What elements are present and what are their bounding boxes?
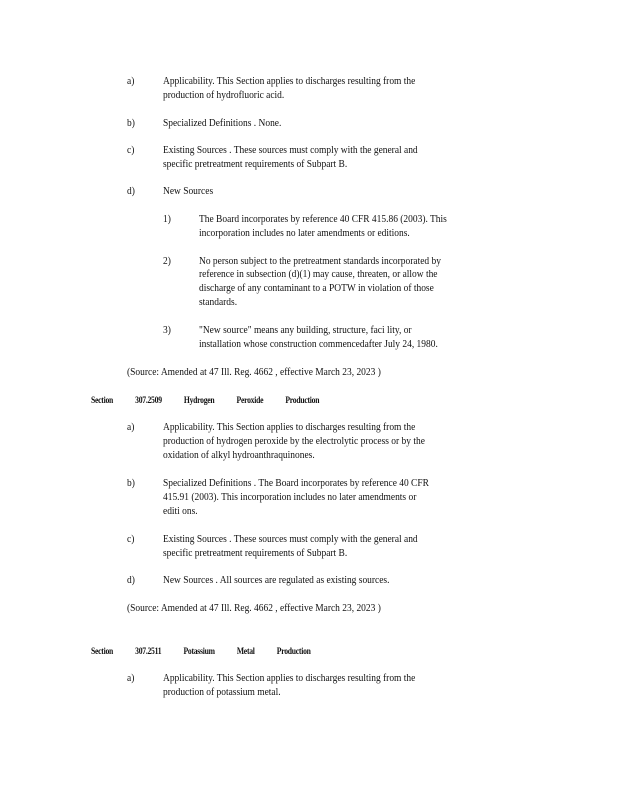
paragraph-line: Specialized Definitions . None. [163, 118, 282, 129]
paragraph-line: Applicability. This Section applies to discharges resulting from the [163, 76, 416, 87]
paragraph-line: Specialized Definitions . The Board incorporates by reference 40 CFR [163, 478, 429, 489]
subitem-marker-2: 2) [163, 256, 171, 267]
paragraph-line: editi ons. [163, 506, 198, 517]
item-marker-d: d) [127, 575, 135, 586]
section-title-word: Metal [236, 646, 255, 656]
paragraph-line: production of potassium metal. [163, 687, 281, 698]
paragraph-line: No person subject to the pretreatment standards incorporated by [199, 256, 441, 267]
paragraph-line: Applicability. This Section applies to discharges resulting from the [163, 673, 416, 684]
section-heading [91, 646, 333, 656]
section-number: 307.2509 [135, 395, 162, 405]
item-marker-a: a) [127, 76, 135, 87]
paragraph-line: 415.91 (2003). This incorporation includes no later amendments or [163, 492, 417, 503]
subitem-marker-1: 1) [163, 214, 171, 225]
paragraph-line: "New source" means any building, structure, faci lity, or [199, 325, 412, 336]
paragraph-line: Existing Sources . These sources must comply with the general and [163, 534, 418, 545]
paragraph-line: New Sources . All sources are regulated as existing sources. [163, 575, 390, 586]
paragraph-line: reference in subsection (d)(1) may cause, threaten, or allow the [199, 269, 438, 280]
subitem-marker-3: 3) [163, 325, 171, 336]
source-note: (Source: Amended at 47 Ill. Reg. 4662 , effective March 23, 2023 ) [127, 367, 381, 378]
section-title-word: Peroxide [236, 395, 264, 405]
source-note: (Source: Amended at 47 Ill. Reg. 4662 , effective March 23, 2023 ) [127, 603, 381, 614]
paragraph-line: installation whose construction commencedafter July 24, 1980. [199, 339, 438, 350]
paragraph-line: Existing Sources . These sources must comply with the general and [163, 145, 418, 156]
section-number: 307.2511 [135, 646, 162, 656]
item-marker-b: b) [127, 478, 135, 489]
paragraph-line: specific pretreatment requirements of Subpart B. [163, 548, 348, 559]
item-marker-c: c) [127, 534, 135, 545]
item-marker-a: a) [127, 422, 135, 433]
paragraph-line: oxidation of alkyl hydroanthraquinones. [163, 450, 315, 461]
section-title-word: Production [276, 646, 311, 656]
section-title-word: Potassium [183, 646, 215, 656]
paragraph-line: standards. [199, 297, 238, 308]
section-label: Section [91, 646, 114, 656]
paragraph-line: discharge of any contaminant to a POTW in violation of those [199, 283, 434, 294]
paragraph-line: incorporation includes no later amendments or editions. [199, 228, 410, 239]
section-title-word: Production [285, 395, 320, 405]
paragraph-line: Applicability. This Section applies to discharges resulting from the [163, 422, 416, 433]
item-marker-a: a) [127, 673, 135, 684]
paragraph-line: production of hydrogen peroxide by the electrolytic process or by the [163, 436, 425, 447]
section-heading [91, 395, 341, 405]
section-label: Section [91, 395, 114, 405]
section-title-word: Hydrogen [183, 395, 215, 405]
paragraph-line: specific pretreatment requirements of Subpart B. [163, 159, 348, 170]
paragraph-line: production of hydrofluoric acid. [163, 90, 285, 101]
item-marker-b: b) [127, 118, 135, 129]
item-marker-c: c) [127, 145, 135, 156]
paragraph-line: The Board incorporates by reference 40 CFR 415.86 (2003). This [199, 214, 447, 225]
item-marker-d: d) [127, 186, 135, 197]
paragraph-line: New Sources [163, 186, 214, 197]
